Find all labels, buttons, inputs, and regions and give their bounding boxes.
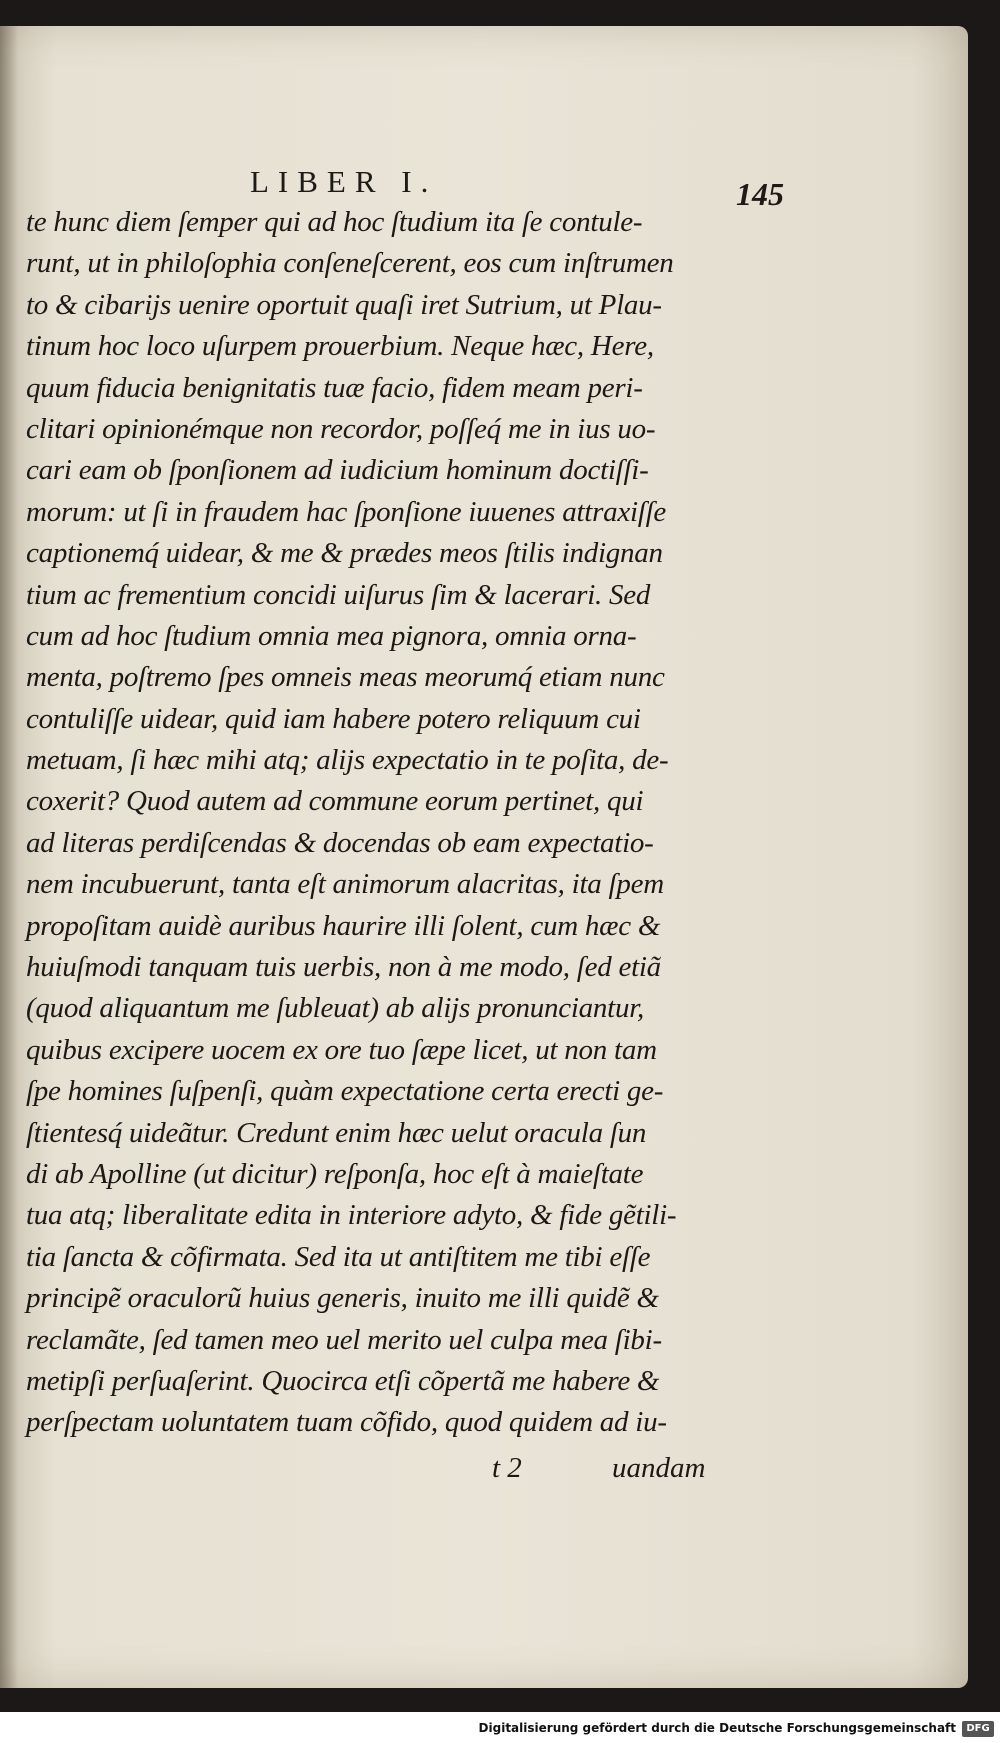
text-line: coxerit? Quod autem ad commune eorum pertinet, qui (26, 785, 644, 818)
text-line: morum: ut ſi in fraudem hac ſponſione iuuenes attraxiſſe (26, 495, 667, 528)
text-line: tua atq; liberalitate edita in interiore adyto, & fide gẽtili- (26, 1199, 677, 1232)
text-line: tinum hoc loco uſurpem prouerbium. Neque hæc, Here, (26, 330, 654, 363)
text-line: principẽ oraculorũ huius generis, inuito me illi quidẽ & (26, 1282, 659, 1315)
catchword: uandam (612, 1452, 706, 1484)
text-line: to & cibarijs uenire oportuit quaſi iret Sutrium, ut Plau- (26, 288, 662, 321)
text-line: contuliſſe uidear, quid iam habere potero reliquum cui (26, 702, 641, 735)
digitization-credit: Digitalisierung gefördert durch die Deutsche Forschungsgemeinschaft (478, 1721, 956, 1735)
dfg-logo: DFG (962, 1721, 994, 1737)
text-line: quibus excipere uocem ex ore tuo ſæpe licet, ut non tam (26, 1033, 657, 1066)
text-line: captionemq́ uidear, & me & prædes meos ſtilis indignan (26, 537, 663, 570)
text-line: huiuſmodi tanquam tuis uerbis, non à me modo, ſed etiã (26, 951, 661, 984)
text-line: ſtientesq́ uideãtur. Credunt enim hæc uelut oracula ſun (26, 1116, 647, 1149)
text-line: te hunc diem ſemper qui ad hoc ſtudium ita ſe contule- (26, 206, 643, 238)
text-line: clitari opinionémque non recordor, poſſeq́ me in ius uo- (26, 412, 656, 445)
text-line: metuam, ſi hæc mihi atq; alijs expectatio in te poſita, de- (26, 744, 669, 777)
text-line: menta, poſtremo ſpes omneis meas meorumq́ etiam nunc (26, 661, 665, 694)
text-line: ad literas perdiſcendas & docendas ob eam expectatio- (26, 826, 654, 859)
text-line: propoſitam auidè auribus haurire illi ſolent, cum hæc & (26, 909, 661, 942)
text-line: ſpe homines ſuſpenſi, quàm expectatione certa erecti ge- (26, 1075, 664, 1108)
text-line: quum fiducia benignitatis tuæ facio, fidem meam peri- (26, 371, 643, 404)
running-title: LIBER I. (250, 164, 438, 199)
text-line: tium ac frementium concidi uiſurus ſim & lacerari. Sed (26, 578, 651, 611)
folio-number: 145 (736, 176, 784, 212)
book-page (0, 26, 968, 1688)
text-block (26, 202, 732, 1444)
text-line: cum ad hoc ſtudium omnia mea pignora, omnia orna- (26, 619, 637, 652)
text-line: reclamãte, ſed tamen meo uel merito uel culpa mea ſibi- (26, 1323, 662, 1356)
text-line: tia ſancta & cõfirmata. Sed ita ut antiſtitem me tibi eſſe (26, 1240, 651, 1273)
text-line: runt, ut in philoſophia conſeneſcerent, eos cum inſtrumen (26, 247, 674, 280)
text-line: di ab Apolline (ut dicitur) reſponſa, hoc eſt à maieſtate (26, 1157, 644, 1190)
text-line: (quod aliquantum me ſubleuat) ab alijs pronunciantur, (26, 992, 645, 1025)
signature-mark: t 2 (492, 1452, 522, 1484)
text-line: cari eam ob ſponſionem ad iudicium hominum doctiſſi- (26, 454, 649, 487)
text-line: perſpectam uoluntatem tuam cõfido, quod quidem ad iu- (26, 1406, 667, 1439)
text-line: nem incubuerunt, tanta eſt animorum alacritas, ita ſpem (26, 868, 664, 901)
text-line: metipſi perſuaſerint. Quocirca etſi cõpertã me habere & (26, 1364, 660, 1397)
